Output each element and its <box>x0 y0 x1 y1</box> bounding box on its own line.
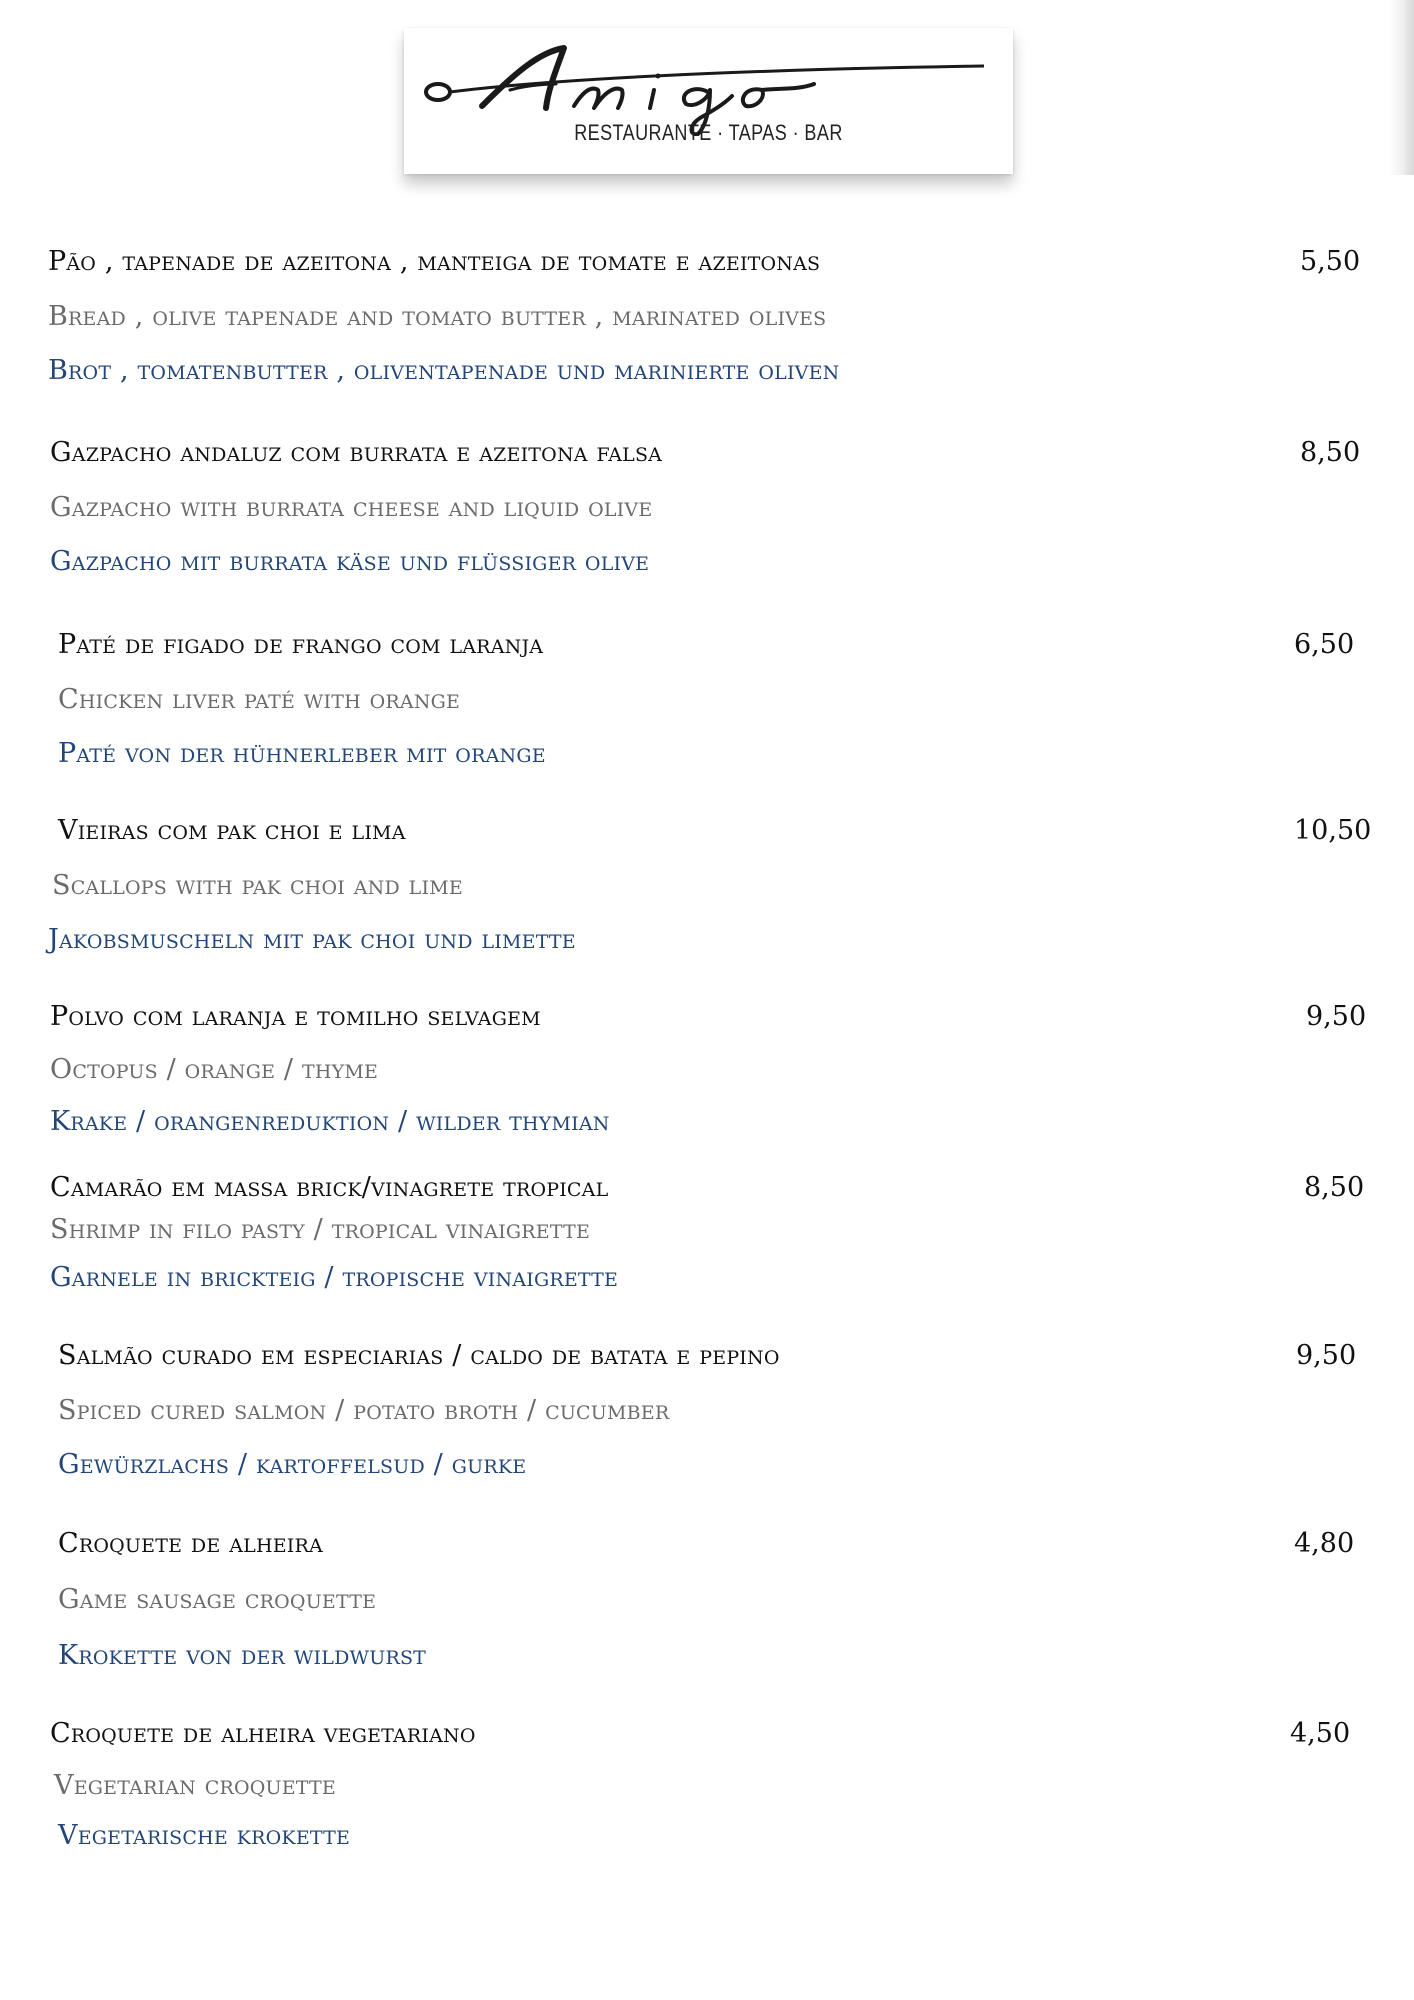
menu-item <box>48 246 1388 396</box>
item-name-german: Krake / orangenreduktion / wilder thymian <box>50 1106 610 1137</box>
page-edge-shadow <box>1388 0 1414 175</box>
menu-item <box>50 437 1390 587</box>
item-name-english: Game sausage croquette <box>58 1584 377 1615</box>
menu-item <box>50 1172 1390 1312</box>
item-name-german: Gazpacho mit burrata käse und flüssiger olive <box>50 546 650 577</box>
item-name-english: Vegetarian croquette <box>54 1770 336 1801</box>
item-name-german: Paté von der hühnerleber mit orange <box>58 738 546 769</box>
menu-item <box>58 1528 1398 1678</box>
item-name-german: Garnele in brickteig / tropische vinaigrette <box>50 1262 619 1293</box>
item-name-german: Krokette von der wildwurst <box>58 1640 427 1671</box>
menu-item <box>58 1340 1398 1490</box>
item-name-german: Jakobsmuscheln mit pak choi und limette <box>48 924 576 955</box>
item-price: 10,50 <box>1294 815 1372 846</box>
item-price: 9,50 <box>1306 1001 1367 1032</box>
item-price: 4,50 <box>1290 1718 1351 1749</box>
item-name-english: Octopus / orange / thyme <box>50 1054 379 1085</box>
item-name-english: Scallops with pak choi and lime <box>52 870 463 901</box>
item-name-german: Brot , tomatenbutter , oliventapenade und marinierte oliven <box>48 355 840 386</box>
item-name-english: Chicken liver paté with orange <box>58 684 461 715</box>
item-name-english: Gazpacho with burrata cheese and liquid olive <box>50 492 653 523</box>
restaurant-logo <box>404 28 1013 174</box>
item-price: 9,50 <box>1296 1340 1357 1371</box>
menu-item <box>48 815 1388 965</box>
logo-subtitle: RESTAURANTE · TAPAS · BAR <box>574 120 843 145</box>
item-name-portuguese: Salmão curado em especiarias / caldo de batata e pepino <box>58 1340 780 1371</box>
item-name-german: Gewürzlachs / kartoffelsud / gurke <box>58 1449 527 1480</box>
item-name-portuguese: Paté de figado de frango com laranja <box>58 629 544 660</box>
menu-item <box>50 1718 1390 1858</box>
item-name-portuguese: Polvo com laranja e tomilho selvagem <box>50 1001 541 1032</box>
item-name-portuguese: Croquete de alheira vegetariano <box>50 1718 476 1749</box>
item-name-english: Spiced cured salmon / potato broth / cucumber <box>58 1395 670 1426</box>
item-name-portuguese: Croquete de alheira <box>58 1528 323 1559</box>
item-price: 5,50 <box>1300 246 1361 277</box>
item-name-portuguese: Pão , tapenade de azeitona , manteiga de tomate e azeitonas <box>48 246 821 277</box>
item-price: 4,80 <box>1294 1528 1355 1559</box>
item-price: 6,50 <box>1294 629 1355 660</box>
menu-item <box>50 1001 1390 1151</box>
menu-item <box>58 629 1398 779</box>
item-name-portuguese: Vieiras com pak choi e lima <box>58 815 406 846</box>
item-price: 8,50 <box>1300 437 1361 468</box>
item-name-german: Vegetarische krokette <box>58 1820 351 1851</box>
item-name-portuguese: Camarão em massa brick/vinagrete tropical <box>50 1172 609 1203</box>
item-name-english: Bread , olive tapenade and tomato butter , marinated olives <box>48 301 827 332</box>
item-name-portuguese: Gazpacho andaluz com burrata e azeitona falsa <box>50 437 663 468</box>
item-price: 8,50 <box>1304 1172 1365 1203</box>
item-name-english: Shrimp in filo pasty / tropical vinaigrette <box>50 1214 591 1245</box>
